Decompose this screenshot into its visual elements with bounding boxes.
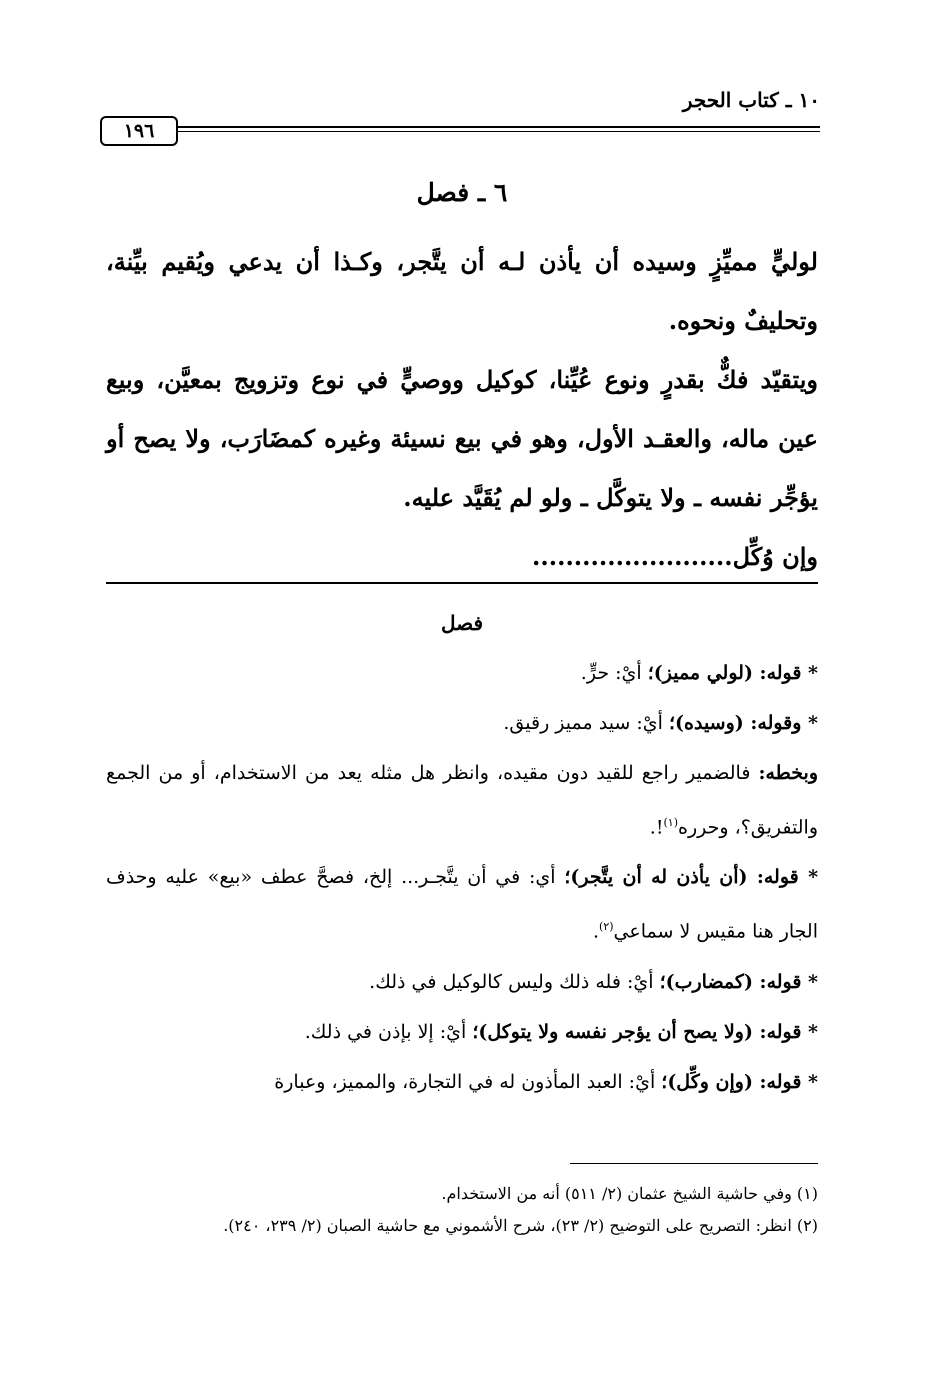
footnote-1: (١) وفي حاشية الشيخ عثمان (٢/ ٥١١) أنه من الاستخدام.	[441, 1184, 818, 1203]
commentary-lead: * قوله: (لولي مميز)؛	[647, 662, 818, 684]
commentary-lead: * وقوله: (وسيده)؛	[668, 712, 818, 734]
footnote-rule	[570, 1163, 818, 1164]
commentary-lead: * قوله: (وإن وكِّل)؛	[661, 1070, 818, 1093]
commentary-text: أيْ: إلا بإذن في ذلك.	[304, 1020, 473, 1043]
commentary-lead: وبخطه:	[758, 762, 818, 784]
main-paragraph-1: لوليٍّ مميِّزٍ وسيده أن يأذن لـه أن يتَّجر، وكـذا أن يدعي ويُقيم بيِّنة، وتحليفٌ ونحوه.	[106, 247, 818, 335]
section-title: ٦ ـ فصل	[416, 178, 508, 207]
commentary-lead: * قوله: (ولا يصح أن يؤجر نفسه ولا يتوكل)؛	[472, 1020, 818, 1043]
text-commentary-divider	[106, 582, 818, 584]
commentary-item	[106, 648, 818, 698]
commentary-item	[106, 748, 818, 852]
page-number: ١٩٦	[100, 116, 178, 146]
commentary-lead: * قوله: (كمضارب)؛	[659, 970, 818, 993]
footnote-ref[interactable]: (٢)	[599, 920, 614, 934]
commentary-text: فالضمير راجع للقيد دون مقيده، وانظر هل مثله يعد من الاستخدام، أو من الجمع والتفريق؟، وحرره	[106, 762, 818, 839]
commentary-item	[106, 957, 818, 1007]
commentary-item	[106, 1007, 818, 1057]
footnotes	[106, 1178, 818, 1242]
commentary-title: فصل	[440, 611, 484, 635]
commentary-item	[106, 1057, 818, 1107]
commentary-text: أيْ: العبد المأذون له في التجارة، والمميز، وعبارة	[274, 1070, 662, 1093]
main-paragraph-3	[106, 527, 818, 586]
commentary-tail: .	[592, 920, 600, 943]
commentary-text: أيْ: فله ذلك وليس كالوكيل في ذلك.	[369, 970, 660, 993]
footnote-ref[interactable]: (١)	[663, 816, 678, 829]
main-text	[106, 232, 818, 586]
commentary-lead: * قوله: (أن يأذن له أن يتَّجر)؛	[564, 866, 819, 889]
header-rule	[178, 126, 820, 128]
main-paragraph-3-text: وإن وُكِّل	[732, 542, 818, 571]
header-rule-thin	[178, 131, 820, 132]
commentary-text: أيْ: حرٍّ.	[580, 662, 648, 684]
running-title: ١٠ ـ كتاب الحجر	[682, 88, 820, 112]
commentary-item	[106, 698, 818, 748]
commentary-text: أيْ: سيد مميز رقيق.	[503, 712, 669, 734]
commentary	[106, 598, 818, 1107]
commentary-text: أي: في أن يتَّجـر... إلخ، فصحَّ عطف «بيع» عليه وحذف الجار هنا مقيس لا سماعي	[106, 866, 818, 943]
footnote-2: (٢) انظر: التصريح على التوضيح (٢/ ٢٣)، شرح الأشموني مع حاشية الصبان (٢/ ٢٣٩، ٢٤٠).	[223, 1216, 818, 1235]
commentary-item	[106, 852, 818, 956]
commentary-tail: !.	[649, 816, 664, 839]
page-header	[100, 84, 820, 144]
main-paragraph-2: ويتقيّد فكٌّ بقدرٍ ونوع عُيِّنا، كوكيل ووصيٍّ في نوع وتزويج بمعيَّن، وبيع عين ماله، والعقـد الأول، وهو في بيع نسيئة وغيره كمضَارَب، ولا يصح أو يؤجِّر نفسه ـ ولا يتوكَّل ـ ولو لم يُقَيَّد عليه.	[106, 365, 818, 512]
continuation-dots: ........................	[532, 542, 733, 571]
